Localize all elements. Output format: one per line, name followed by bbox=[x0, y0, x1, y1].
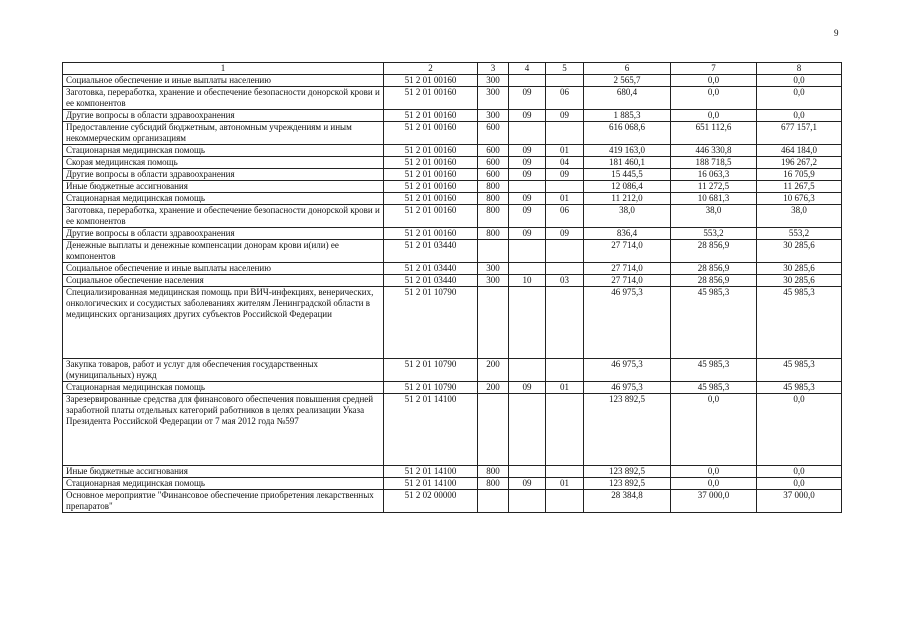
amount-year1-cell: 38,0 bbox=[584, 205, 671, 228]
column-header: 2 bbox=[384, 63, 478, 75]
amount-year3-cell: 677 157,1 bbox=[757, 122, 842, 145]
row-name-cell: Социальное обеспечение населения bbox=[63, 275, 384, 287]
expense-type-cell: 300 bbox=[478, 263, 509, 275]
amount-year3-cell: 464 184,0 bbox=[757, 145, 842, 157]
subsection-cell bbox=[546, 287, 584, 359]
row-name-cell: Стационарная медицинская помощь bbox=[63, 193, 384, 205]
target-code-cell: 51 2 01 00160 bbox=[384, 87, 478, 110]
section-cell bbox=[509, 240, 546, 263]
section-cell bbox=[509, 75, 546, 87]
column-header: 8 bbox=[757, 63, 842, 75]
expense-type-cell: 800 bbox=[478, 205, 509, 228]
subsection-cell: 09 bbox=[546, 110, 584, 122]
table-body bbox=[63, 75, 842, 513]
amount-year1-cell: 46 975,3 bbox=[584, 287, 671, 359]
amount-year1-cell: 1 885,3 bbox=[584, 110, 671, 122]
table-row bbox=[63, 287, 842, 359]
amount-year1-cell: 27 714,0 bbox=[584, 240, 671, 263]
subsection-cell: 01 bbox=[546, 478, 584, 490]
amount-year2-cell: 188 718,5 bbox=[671, 157, 757, 169]
table-row bbox=[63, 110, 842, 122]
amount-year1-cell: 836,4 bbox=[584, 228, 671, 240]
row-name-cell: Другие вопросы в области здравоохранения bbox=[63, 169, 384, 181]
target-code-cell: 51 2 01 03440 bbox=[384, 275, 478, 287]
expense-type-cell: 300 bbox=[478, 75, 509, 87]
subsection-cell bbox=[546, 263, 584, 275]
subsection-cell bbox=[546, 122, 584, 145]
target-code-cell: 51 2 01 00160 bbox=[384, 75, 478, 87]
row-name-cell: Стационарная медицинская помощь bbox=[63, 478, 384, 490]
target-code-cell: 51 2 01 14100 bbox=[384, 478, 478, 490]
table-row bbox=[63, 122, 842, 145]
expense-type-cell: 800 bbox=[478, 478, 509, 490]
expense-type-cell: 300 bbox=[478, 275, 509, 287]
section-cell: 09 bbox=[509, 157, 546, 169]
target-code-cell: 51 2 01 00160 bbox=[384, 228, 478, 240]
row-name-cell: Заготовка, переработка, хранение и обеспечение безопасности донорской крови и ее компонентов bbox=[63, 87, 384, 110]
expense-type-cell: 200 bbox=[478, 382, 509, 394]
amount-year1-cell: 11 212,0 bbox=[584, 193, 671, 205]
amount-year3-cell: 45 985,3 bbox=[757, 359, 842, 382]
target-code-cell: 51 2 01 14100 bbox=[384, 466, 478, 478]
row-name-cell: Другие вопросы в области здравоохранения bbox=[63, 228, 384, 240]
section-cell: 09 bbox=[509, 478, 546, 490]
amount-year1-cell: 123 892,5 bbox=[584, 466, 671, 478]
expense-type-cell: 800 bbox=[478, 181, 509, 193]
table-row bbox=[63, 75, 842, 87]
amount-year3-cell: 196 267,2 bbox=[757, 157, 842, 169]
amount-year3-cell: 30 285,6 bbox=[757, 263, 842, 275]
budget-table bbox=[62, 62, 842, 513]
amount-year2-cell: 0,0 bbox=[671, 394, 757, 466]
section-cell bbox=[509, 122, 546, 145]
row-name-cell: Стационарная медицинская помощь bbox=[63, 382, 384, 394]
subsection-cell: 09 bbox=[546, 228, 584, 240]
section-cell: 09 bbox=[509, 382, 546, 394]
subsection-cell bbox=[546, 490, 584, 513]
amount-year1-cell: 123 892,5 bbox=[584, 394, 671, 466]
expense-type-cell: 300 bbox=[478, 110, 509, 122]
target-code-cell: 51 2 01 03440 bbox=[384, 263, 478, 275]
section-cell bbox=[509, 287, 546, 359]
amount-year1-cell: 123 892,5 bbox=[584, 478, 671, 490]
column-header: 5 bbox=[546, 63, 584, 75]
row-name-cell: Другие вопросы в области здравоохранения bbox=[63, 110, 384, 122]
section-cell: 10 bbox=[509, 275, 546, 287]
table-row bbox=[63, 169, 842, 181]
row-name-cell: Предоставление субсидий бюджетным, автономным учреждениям и иным некоммерческим организациям bbox=[63, 122, 384, 145]
section-cell: 09 bbox=[509, 228, 546, 240]
amount-year2-cell: 45 985,3 bbox=[671, 382, 757, 394]
column-header: 1 bbox=[63, 63, 384, 75]
expense-type-cell bbox=[478, 287, 509, 359]
row-name-cell: Специализированная медицинская помощь при ВИЧ-инфекциях, венерических, онкологических и сосудистых заболеваниях жителям Ленинградской области в медицинских организациях других субъектов Российской Федерации bbox=[63, 287, 384, 359]
expense-type-cell: 600 bbox=[478, 169, 509, 181]
target-code-cell: 51 2 01 00160 bbox=[384, 205, 478, 228]
subsection-cell bbox=[546, 466, 584, 478]
section-cell: 09 bbox=[509, 193, 546, 205]
table-row bbox=[63, 382, 842, 394]
amount-year2-cell: 446 330,8 bbox=[671, 145, 757, 157]
target-code-cell: 51 2 01 00160 bbox=[384, 181, 478, 193]
amount-year3-cell: 553,2 bbox=[757, 228, 842, 240]
amount-year2-cell: 38,0 bbox=[671, 205, 757, 228]
amount-year3-cell: 0,0 bbox=[757, 394, 842, 466]
section-cell bbox=[509, 490, 546, 513]
expense-type-cell: 600 bbox=[478, 122, 509, 145]
table-row bbox=[63, 205, 842, 228]
table-row bbox=[63, 263, 842, 275]
amount-year2-cell: 0,0 bbox=[671, 466, 757, 478]
amount-year3-cell: 0,0 bbox=[757, 466, 842, 478]
amount-year1-cell: 616 068,6 bbox=[584, 122, 671, 145]
amount-year1-cell: 181 460,1 bbox=[584, 157, 671, 169]
amount-year2-cell: 45 985,3 bbox=[671, 287, 757, 359]
amount-year1-cell: 27 714,0 bbox=[584, 275, 671, 287]
column-header: 3 bbox=[478, 63, 509, 75]
amount-year2-cell: 553,2 bbox=[671, 228, 757, 240]
amount-year3-cell: 0,0 bbox=[757, 87, 842, 110]
expense-type-cell: 800 bbox=[478, 466, 509, 478]
amount-year2-cell: 0,0 bbox=[671, 75, 757, 87]
row-name-cell: Заготовка, переработка, хранение и обеспечение безопасности донорской крови и ее компонентов bbox=[63, 205, 384, 228]
row-name-cell: Социальное обеспечение и иные выплаты населению bbox=[63, 75, 384, 87]
expense-type-cell: 600 bbox=[478, 145, 509, 157]
row-name-cell: Зарезервированные средства для финансового обеспечения повышения средней заработной платы отдельных категорий работников в целях реализации Указа Президента Российской Федерации от 7 мая 2012 года №597 bbox=[63, 394, 384, 466]
subsection-cell: 01 bbox=[546, 145, 584, 157]
subsection-cell: 03 bbox=[546, 275, 584, 287]
amount-year3-cell: 37 000,0 bbox=[757, 490, 842, 513]
amount-year3-cell: 45 985,3 bbox=[757, 382, 842, 394]
target-code-cell: 51 2 01 10790 bbox=[384, 287, 478, 359]
column-header: 4 bbox=[509, 63, 546, 75]
amount-year3-cell: 11 267,5 bbox=[757, 181, 842, 193]
subsection-cell: 01 bbox=[546, 193, 584, 205]
row-name-cell: Скорая медицинская помощь bbox=[63, 157, 384, 169]
target-code-cell: 51 2 01 10790 bbox=[384, 382, 478, 394]
target-code-cell: 51 2 01 03440 bbox=[384, 240, 478, 263]
amount-year2-cell: 37 000,0 bbox=[671, 490, 757, 513]
expense-type-cell: 600 bbox=[478, 157, 509, 169]
expense-type-cell: 800 bbox=[478, 228, 509, 240]
table-row bbox=[63, 181, 842, 193]
amount-year1-cell: 12 086,4 bbox=[584, 181, 671, 193]
table-row bbox=[63, 157, 842, 169]
table-row bbox=[63, 394, 842, 466]
row-name-cell: Стационарная медицинская помощь bbox=[63, 145, 384, 157]
subsection-cell bbox=[546, 181, 584, 193]
subsection-cell: 01 bbox=[546, 382, 584, 394]
amount-year3-cell: 30 285,6 bbox=[757, 275, 842, 287]
section-cell: 09 bbox=[509, 169, 546, 181]
table-row bbox=[63, 145, 842, 157]
amount-year1-cell: 28 384,8 bbox=[584, 490, 671, 513]
subsection-cell bbox=[546, 240, 584, 263]
amount-year1-cell: 680,4 bbox=[584, 87, 671, 110]
table-row bbox=[63, 240, 842, 263]
target-code-cell: 51 2 01 00160 bbox=[384, 110, 478, 122]
amount-year2-cell: 16 063,3 bbox=[671, 169, 757, 181]
amount-year3-cell: 38,0 bbox=[757, 205, 842, 228]
table-row bbox=[63, 228, 842, 240]
section-cell: 09 bbox=[509, 110, 546, 122]
target-code-cell: 51 2 01 00160 bbox=[384, 169, 478, 181]
amount-year2-cell: 11 272,5 bbox=[671, 181, 757, 193]
amount-year1-cell: 419 163,0 bbox=[584, 145, 671, 157]
amount-year1-cell: 2 565,7 bbox=[584, 75, 671, 87]
expense-type-cell bbox=[478, 490, 509, 513]
table-header-row bbox=[63, 63, 842, 75]
row-name-cell: Закупка товаров, работ и услуг для обеспечения государственных (муниципальных) нужд bbox=[63, 359, 384, 382]
amount-year2-cell: 651 112,6 bbox=[671, 122, 757, 145]
expense-type-cell bbox=[478, 394, 509, 466]
column-header: 7 bbox=[671, 63, 757, 75]
table-row bbox=[63, 87, 842, 110]
table-row bbox=[63, 359, 842, 382]
section-cell: 09 bbox=[509, 205, 546, 228]
amount-year2-cell: 0,0 bbox=[671, 87, 757, 110]
table-row bbox=[63, 193, 842, 205]
expense-type-cell: 800 bbox=[478, 193, 509, 205]
target-code-cell: 51 2 02 00000 bbox=[384, 490, 478, 513]
section-cell bbox=[509, 263, 546, 275]
page-number: 9 bbox=[834, 28, 839, 38]
target-code-cell: 51 2 01 00160 bbox=[384, 193, 478, 205]
section-cell: 09 bbox=[509, 145, 546, 157]
subsection-cell: 09 bbox=[546, 169, 584, 181]
table-row bbox=[63, 478, 842, 490]
table-row bbox=[63, 466, 842, 478]
subsection-cell: 06 bbox=[546, 205, 584, 228]
amount-year3-cell: 0,0 bbox=[757, 478, 842, 490]
subsection-cell: 06 bbox=[546, 87, 584, 110]
amount-year2-cell: 45 985,3 bbox=[671, 359, 757, 382]
section-cell: 09 bbox=[509, 87, 546, 110]
amount-year2-cell: 0,0 bbox=[671, 478, 757, 490]
target-code-cell: 51 2 01 00160 bbox=[384, 157, 478, 169]
target-code-cell: 51 2 01 00160 bbox=[384, 122, 478, 145]
subsection-cell bbox=[546, 359, 584, 382]
subsection-cell bbox=[546, 75, 584, 87]
subsection-cell bbox=[546, 394, 584, 466]
target-code-cell: 51 2 01 00160 bbox=[384, 145, 478, 157]
section-cell bbox=[509, 394, 546, 466]
table-row bbox=[63, 490, 842, 513]
row-name-cell: Денежные выплаты и денежные компенсации донорам крови и(или) ее компонентов bbox=[63, 240, 384, 263]
amount-year1-cell: 46 975,3 bbox=[584, 382, 671, 394]
amount-year2-cell: 28 856,9 bbox=[671, 240, 757, 263]
amount-year2-cell: 10 681,3 bbox=[671, 193, 757, 205]
row-name-cell: Основное мероприятие "Финансовое обеспечение приобретения лекарственных препаратов" bbox=[63, 490, 384, 513]
amount-year3-cell: 0,0 bbox=[757, 110, 842, 122]
row-name-cell: Иные бюджетные ассигнования bbox=[63, 466, 384, 478]
amount-year1-cell: 27 714,0 bbox=[584, 263, 671, 275]
column-header: 6 bbox=[584, 63, 671, 75]
row-name-cell: Социальное обеспечение и иные выплаты населению bbox=[63, 263, 384, 275]
table-row bbox=[63, 275, 842, 287]
section-cell bbox=[509, 466, 546, 478]
expense-type-cell bbox=[478, 240, 509, 263]
section-cell bbox=[509, 359, 546, 382]
expense-type-cell: 300 bbox=[478, 87, 509, 110]
expense-type-cell: 200 bbox=[478, 359, 509, 382]
target-code-cell: 51 2 01 14100 bbox=[384, 394, 478, 466]
amount-year2-cell: 0,0 bbox=[671, 110, 757, 122]
amount-year1-cell: 46 975,3 bbox=[584, 359, 671, 382]
target-code-cell: 51 2 01 10790 bbox=[384, 359, 478, 382]
amount-year3-cell: 45 985,3 bbox=[757, 287, 842, 359]
amount-year3-cell: 16 705,9 bbox=[757, 169, 842, 181]
amount-year3-cell: 10 676,3 bbox=[757, 193, 842, 205]
row-name-cell: Иные бюджетные ассигнования bbox=[63, 181, 384, 193]
section-cell bbox=[509, 181, 546, 193]
amount-year3-cell: 0,0 bbox=[757, 75, 842, 87]
amount-year2-cell: 28 856,9 bbox=[671, 275, 757, 287]
subsection-cell: 04 bbox=[546, 157, 584, 169]
amount-year1-cell: 15 445,5 bbox=[584, 169, 671, 181]
amount-year2-cell: 28 856,9 bbox=[671, 263, 757, 275]
amount-year3-cell: 30 285,6 bbox=[757, 240, 842, 263]
